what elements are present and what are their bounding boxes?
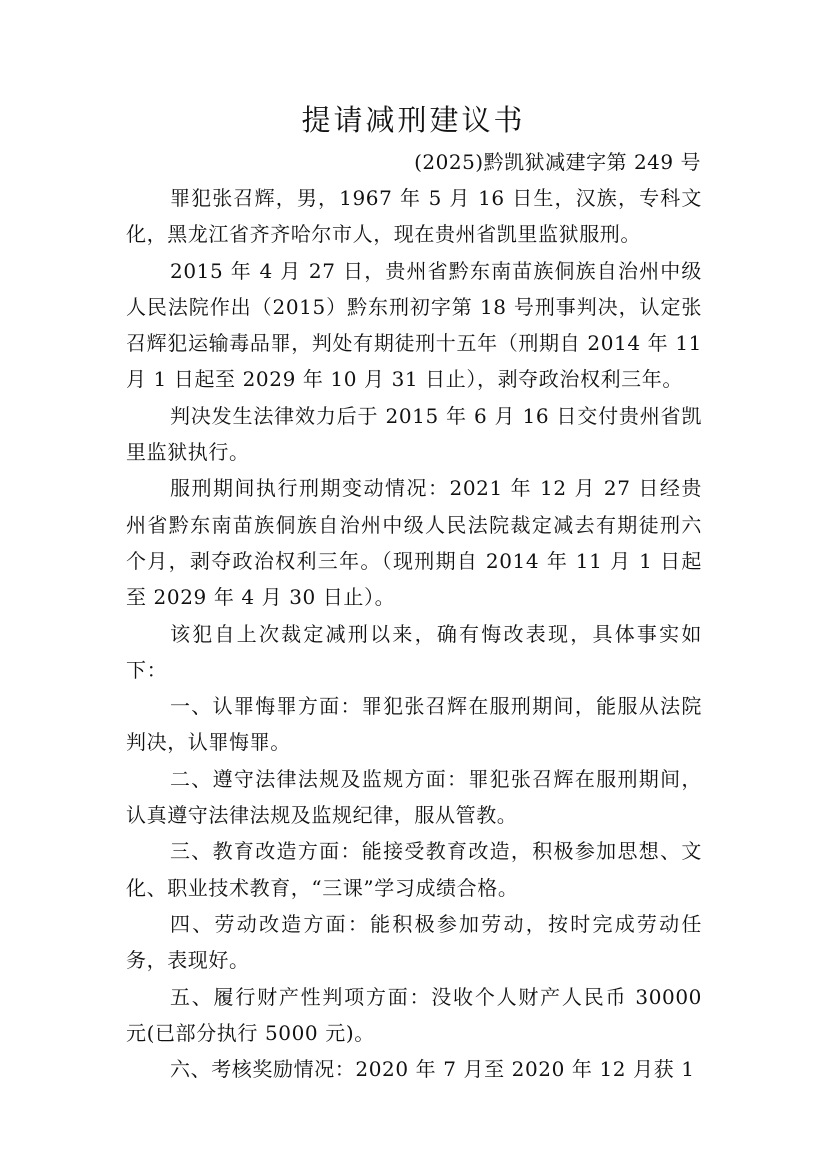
paragraph-criminal-info: 罪犯张召辉，男，1967 年 5 月 16 日生，汉族，专科文化，黑龙江省齐齐哈尔市人，现在贵州省凯里监狱服刑。 [126, 186, 702, 247]
document-number: (2025)黔凯狱减建字第 249 号 [414, 150, 701, 174]
paragraph-execution: 判决发生法律效力后于 2015 年 6 月 16 日交付贵州省凯里监狱执行。 [126, 403, 702, 465]
paragraph-repentance-intro: 该犯自上次裁定减刑以来，确有悔改表现，具体事实如下： [126, 621, 702, 682]
document-title: 提请减刑建议书 [301, 103, 526, 137]
paragraph-law-compliance: 二、遵守法律法规及监规方面：罪犯张召辉在服刑期间，认真遵守法律法规及监规纪律，服从管教。 [126, 766, 702, 828]
paragraph-education: 三、教育改造方面：能接受教育改造，积极参加思想、文化、职业技术教育，“三课”学习成绩合格。 [126, 839, 702, 900]
paragraph-sentence-changes: 服刑期间执行刑期变动情况：2021 年 12 月 27 日经贵州省黔东南苗族侗族自治州中级人民法院裁定减去有期徒刑六个月，剥夺政治权利三年。（现刑期自 2014 年 11 月 1 日起至 2029 年 4 月 30 日止）。 [126, 476, 702, 610]
paragraph-rewards: 六、考核奖励情况：2020 年 7 月至 2020 年 12 月获 1 [170, 1057, 695, 1082]
paragraph-admission-of-guilt: 一、认罪悔罪方面：罪犯张召辉在服刑期间，能服从法院判决，认罪悔罪。 [126, 694, 702, 755]
paragraph-property-judgment: 五、履行财产性判项方面：没收个人财产人民币 30000 元(已部分执行 5000 元)。 [126, 984, 702, 1045]
paragraph-labor: 四、劳动改造方面：能积极参加劳动，按时完成劳动任务，表现好。 [126, 911, 702, 973]
document-body [126, 180, 702, 1087]
paragraph-original-judgment: 2015 年 4 月 27 日，贵州省黔东南苗族侗族自治州中级人民法院作出（2015）黔东刑初字第 18 号刑事判决，认定张召辉犯运输毒品罪，判处有期徒刑十五年（刑期自 2014 年 11 月 1 日起至 2029 年 10 月 31 日止），剥夺政治权利三年。 [126, 258, 702, 392]
